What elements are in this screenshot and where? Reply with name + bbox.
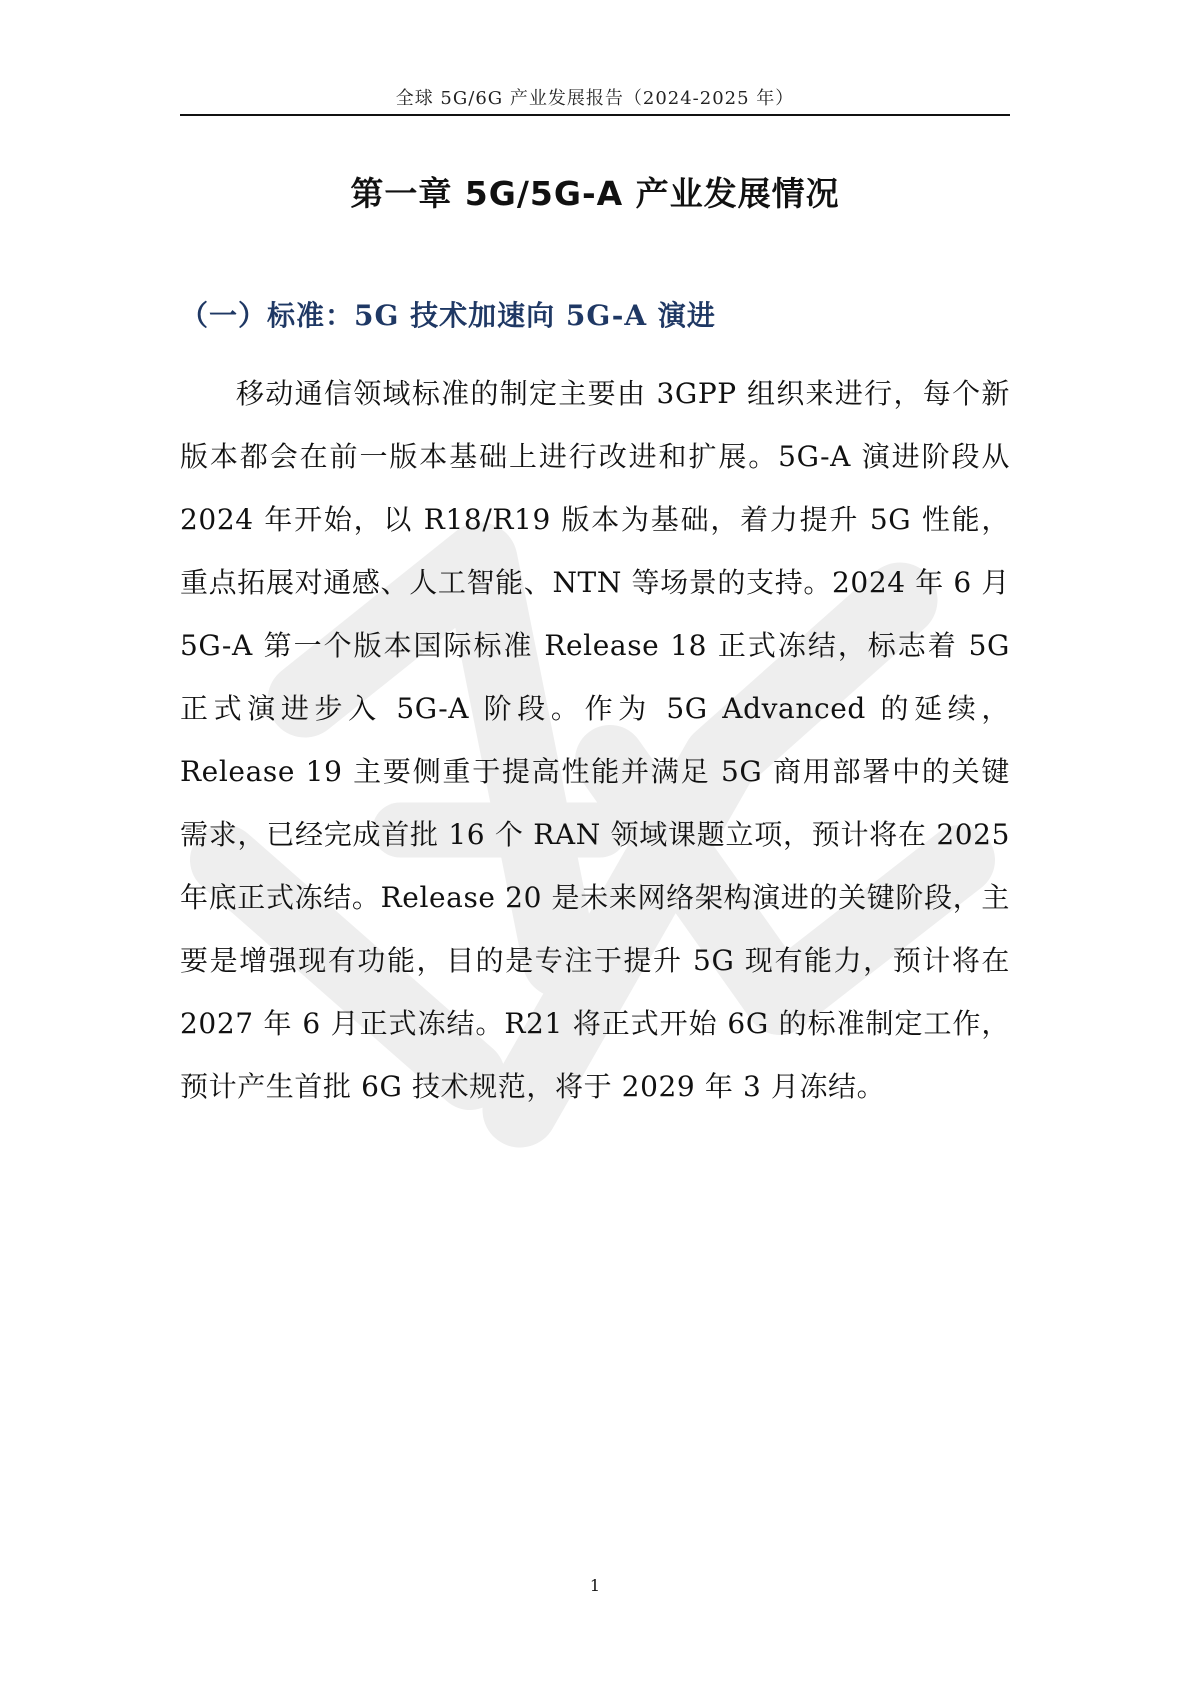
chapter-title: 第一章 5G/5G-A 产业发展情况 bbox=[350, 174, 840, 213]
section-heading: （一）标准：5G 技术加速向 5G-A 演进 bbox=[180, 299, 716, 332]
page-number: 1 bbox=[589, 1576, 601, 1595]
running-header: 全球 5G/6G 产业发展报告（2024-2025 年） bbox=[395, 88, 795, 109]
header-divider bbox=[180, 114, 1010, 116]
body-paragraph: 移动通信领域标准的制定主要由 3GPP 组织来进行，每个新版本都会在前一版本基础上进行改进和扩展。5G-A 演进阶段从 2024 年开始，以 R18/R19 版本为基础，着力提升 5G 性能，重点拓展对通感、人工智能、NTN 等场景的支持。2024 年 6 月 5G-A 第一个版本国际标准 Release 18 正式冻结，标志着 5G 正式演进步入 5G-A 阶段。作为 5G Advanced 的延续，Release 19 主要侧重于提高性能并满足 5G 商用部署中的关键需求，已经完成首批 16 个 RAN 领域课题立项，预计将在 2025 年底正式冻结。Release 20 是未来网络架构演进的关键阶段，主要是增强现有功能，目的是专注于提升 5G 现有能力，预计将在 2027 年 6 月正式冻结。R21 将正式开始 6G 的标准制定工作，预计产生首批 6G 技术规范，将于 2029 年 3 月冻结。 bbox=[180, 377, 1010, 1103]
